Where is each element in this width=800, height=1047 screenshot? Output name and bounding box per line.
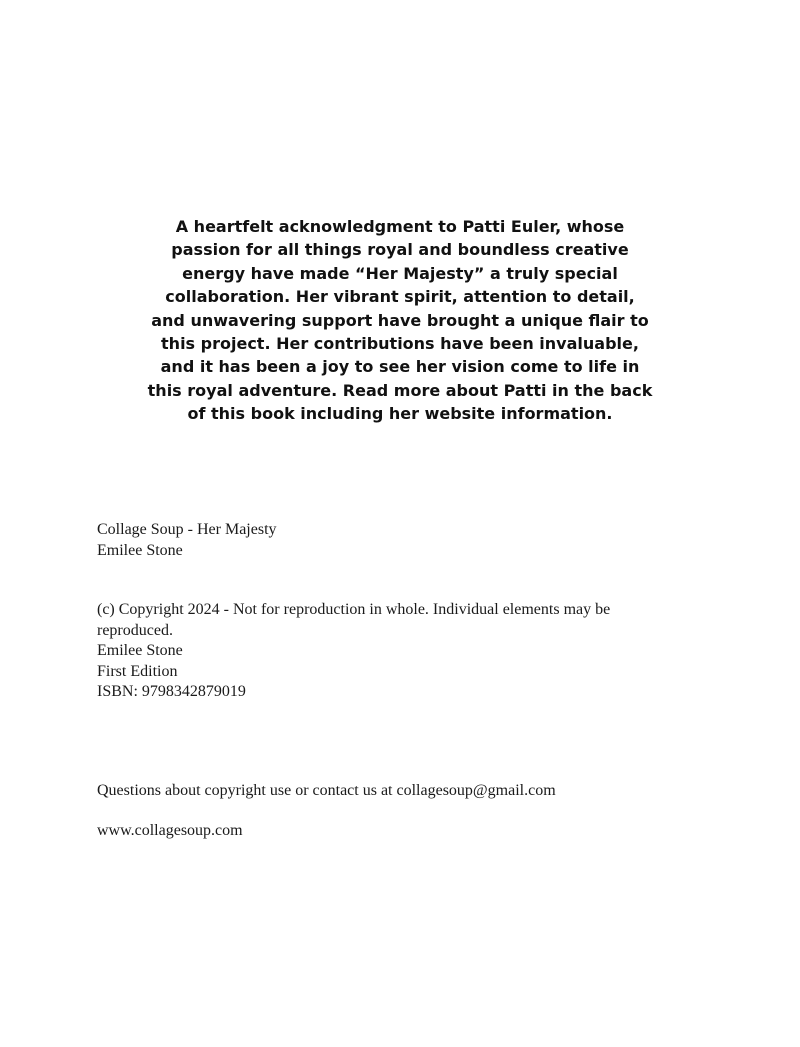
book-info-block [97,520,277,561]
contact-text: Questions about copyright use or contact us at collagesoup@gmail.com [97,782,556,799]
edition-label: First Edition [97,662,178,680]
website-block [97,821,243,842]
website-url: www.collagesoup.com [97,822,243,839]
copyright-block [97,600,657,703]
copyright-notice: (c) Copyright 2024 - Not for reproduction in whole. Individual elements may be reproduced. [97,601,611,639]
contact-block [97,781,556,802]
copyright-author: Emilee Stone [97,642,183,659]
book-title: Collage Soup - Her Majesty [97,521,277,538]
isbn-label: ISBN: 9798342879019 [97,683,246,700]
book-author: Emilee Stone [97,541,183,559]
acknowledgment-paragraph: A heartfelt acknowledgment to Patti Euler, whose passion for all things royal and boundless creative energy have made “Her Majesty” a truly special collaboration. Her vibrant spirit, attention to detail, and unwavering support have brought a unique flair to this project. Her contributions have been invaluable, and it has been a joy to see her vision come to life in this royal adventure. Read more about Patti in the back of this book including her website information. [147,217,653,424]
